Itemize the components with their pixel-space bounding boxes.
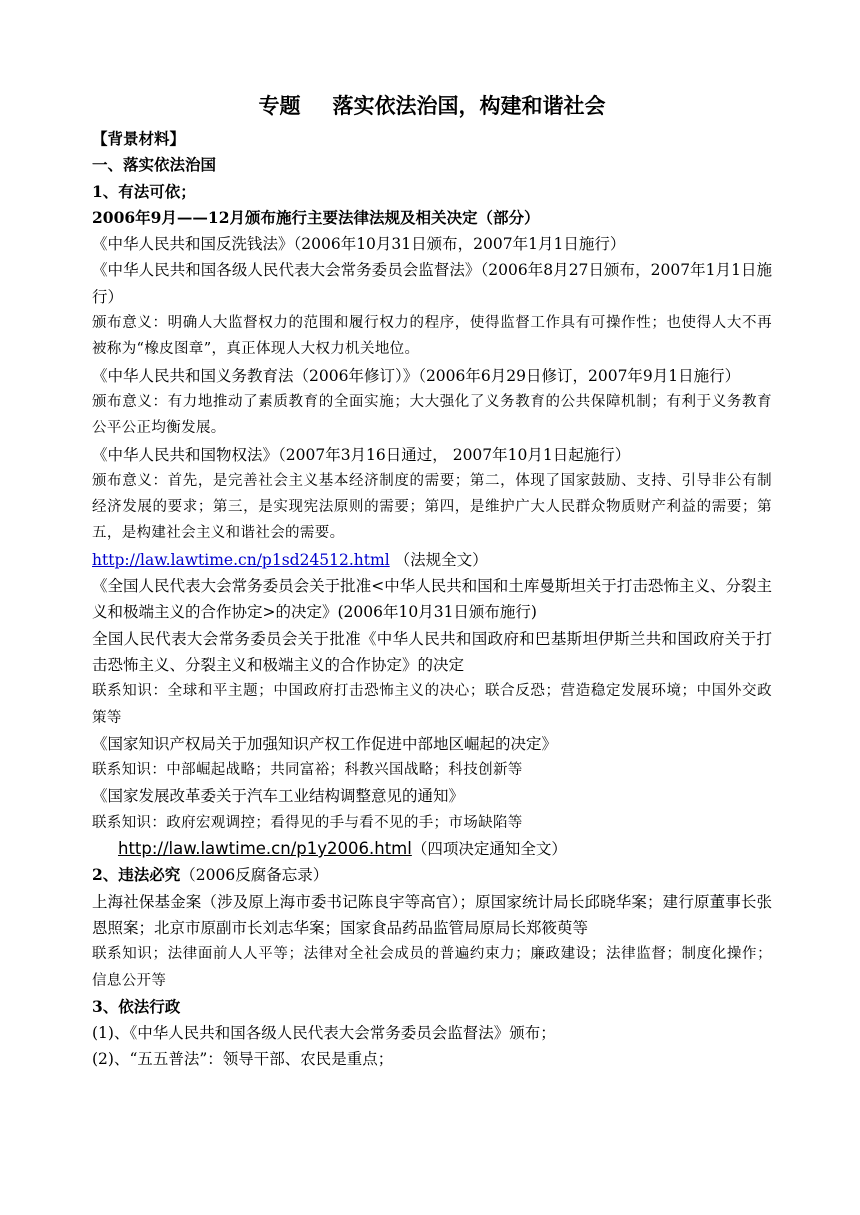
sub3-heading: 3、依法行政 [92, 996, 181, 1016]
law-note: 颁布意义：明确人大监督权力的范围和履行权力的程序，使得监督工作具有可操作性；也使得人大不再被称为“橡皮图章”，真正体现人大权力机关地位。 [92, 315, 772, 358]
law-note: 颁布意义：有力地推动了素质教育的全面实施；大大强化了义务教育的公共保障机制；有利于义务教育公平公正均衡发展。 [92, 393, 772, 437]
sub2-heading-line [92, 862, 772, 888]
law-note: 联系知识：政府宏观调控；看得见的手与看不见的手；市场缺陷等 [92, 814, 523, 831]
law-note: 联系知识：全球和平主题；中国政府打击恐怖主义的决心；联合反恐；营造稳定发展环境；中国外交政策等 [92, 683, 772, 726]
sub2-heading: 2、违法必究 [92, 865, 181, 885]
law-item: 《中华人民共和国各级人民代表大会常务委员会监督法》（2006年8月27日颁布，2007年1月1日施行） [92, 261, 772, 306]
corruption-cases: 上海社保基金案（涉及原上海市委书记陈良宇等高官）；原国家统计局长邱晓华案；建行原董事长张恩照案；北京市原副市长刘志华案；国家食品药品监管局原局长郑筱萸等 [92, 892, 772, 937]
law-fulltext-link[interactable]: http://law.lawtime.cn/p1sd24512.html [92, 550, 390, 569]
link-line [92, 836, 772, 862]
law-item: 《中华人民共和国反洗钱法》（2006年10月31日颁布，2007年1月1日施行） [92, 235, 626, 254]
link-line [92, 547, 772, 573]
law-note: 颁布意义：首先，是完善社会主义基本经济制度的需要；第二，体现了国家鼓励、支持、引导非公有制经济发展的要求；第三，是实现宪法原则的需要；第四，是维护广大人民群众物质财产利益的需要；第五，是构建社会主义和谐社会的需要。 [92, 472, 772, 542]
law-item: 《国家发展改革委关于汽车工业结构调整意见的通知》 [92, 787, 465, 806]
law-note: 联系知识；法律面前人人平等；法律对全社会成员的普遍约束力；廉政建设；法律监督；制度化操作；信息公开等 [92, 946, 772, 989]
document-page [92, 88, 772, 1073]
link-suffix: （法规全文） [389, 550, 488, 569]
law-item: 《国家知识产权局关于加强知识产权工作促进中部地区崛起的决定》 [92, 734, 558, 753]
law-item: 全国人民代表大会常务委员会关于批准《中华人民共和国政府和巴基斯坦伊斯兰共和国政府关于打击恐怖主义、分裂主义和极端主义的合作协定》的决定 [92, 629, 772, 674]
sub1-intro: 2006年9月——12月颁布施行主要法律法规及相关决定（部分） [92, 207, 540, 227]
title-label: 专题 [258, 94, 301, 118]
law-item: 《中华人民共和国物权法》（2007年3月16日通过， 2007年10月1日起施行） [92, 445, 631, 464]
sub2-heading-suffix: （2006反腐备忘录） [180, 866, 329, 885]
list-item: (1)、《中华人民共和国各级人民代表大会常务委员会监督法》颁布； [92, 1024, 556, 1043]
background-heading: 【背景材料】 [92, 129, 186, 148]
section1-heading: 一、落实依法治国 [92, 155, 217, 175]
law-note: 联系知识：中部崛起战略；共同富裕；科教兴国战略；科技创新等 [92, 762, 523, 779]
list-item: (2)、“五五普法”：领导干部、农民是重点； [92, 1050, 394, 1069]
law-item: 《中华人民共和国义务教育法（2006年修订）》（2006年6月29日修订，2007年9月1日施行） [92, 366, 741, 385]
link-suffix: （四项决定通知全文） [411, 840, 567, 859]
title-text: 落实依法治国，构建和谐社会 [332, 94, 606, 118]
law-item: 《全国人民代表大会常务委员会关于批准<中华人民共和国和土库曼斯坦关于打击恐怖主义、分裂主义和极端主义的合作协定>的决定》(2006年10月31日颁布施行) [92, 577, 772, 622]
page-title [92, 88, 772, 124]
decisions-fulltext-link[interactable]: http://law.lawtime.cn/p1y2006.html [118, 839, 412, 859]
sub1-heading: 1、有法可依； [92, 181, 196, 201]
